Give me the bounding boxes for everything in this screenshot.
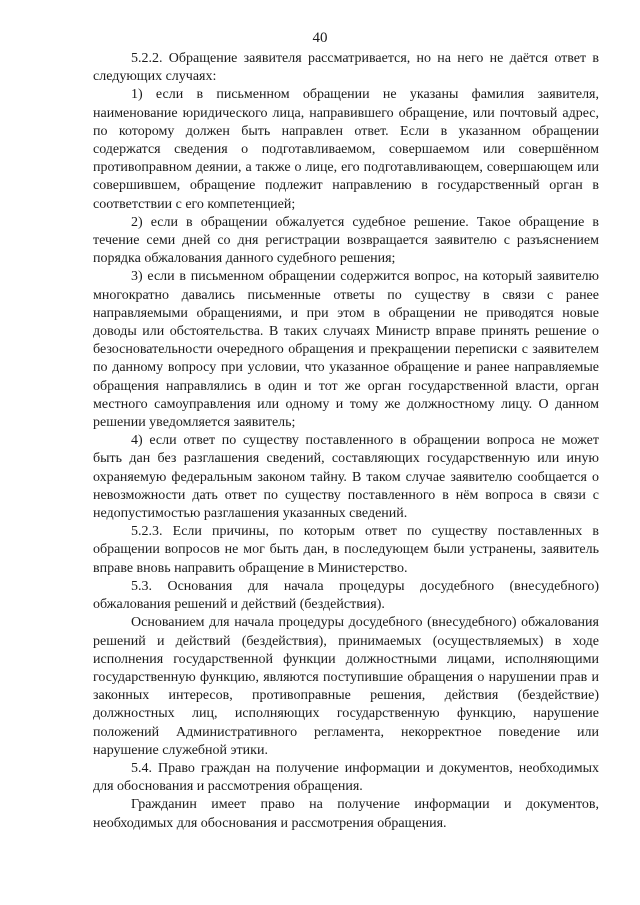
paragraph-5-2-2-item-1: 1) если в письменном обращении не указаны фамилия заявителя, наименование юридического лица, направившего обращение, или почтовый адрес, по которому должен быть направлен ответ. Если в указанном обращении содержатся сведения о подготавливаемом, совершаемом или совершённом противоправном деянии, а также о лице, его подготавливающем, совершающем или совершившем, обращение подлежит направлению в государственный орган в соответствии с его компетенцией; <box>93 87 599 212</box>
paragraph-5-2-2-item-4: 4) если ответ по существу поставленного в обращении вопроса не может быть дан без разглашения сведений, составляющих государственную или иную охраняемую федеральным законом тайну. В таком случае заявителю сообщается о невозможности дать ответ по существу поставленного в нём вопроса в связи с недопустимостью разглашения указанных сведений. <box>93 433 599 522</box>
paragraph-5-2-2-item-2: 2) если в обращении обжалуется судебное решение. Такое обращение в течение семи дней со дня регистрации возвращается заявителю с разъяснением порядка обжалования данного судебного решения; <box>93 214 599 267</box>
paragraph-5-3-heading: 5.3. Основания для начала процедуры досудебного (внесудебного) обжалования решений и действий (бездействия). <box>93 578 599 613</box>
paragraph-5-3-body: Основанием для начала процедуры досудебного (внесудебного) обжалования решений и действий (бездействия), принимаемых (осуществляемых) в ходе исполнения государственной функции должностными лицами, исполняющими государственную функцию, являются поступившие обращения о нарушении прав и законных интересов, противоправные решения, действия (бездействие) должностных лиц, исполняющих государственную функцию, нарушение положений Административного регламента, некорректное поведение или нарушение служебной этики. <box>93 615 599 758</box>
paragraph-5-2-3: 5.2.3. Если причины, по которым ответ по существу поставленных в обращении вопросов не мог быть дан, в последующем были устранены, заявитель вправе вновь направить обращение в Министерство. <box>93 524 599 576</box>
page-number: 40 <box>312 30 328 46</box>
document-body <box>93 50 599 833</box>
paragraph-5-2-2: 5.2.2. Обращение заявителя рассматривается, но на него не даётся ответ в следующих случаях: <box>93 51 599 85</box>
paragraph-5-4-body: Гражданин имеет право на получение информации и документов, необходимых для обоснования и рассмотрения обращения. <box>93 797 599 831</box>
paragraph-5-4-heading: 5.4. Право граждан на получение информации и документов, необходимых для обоснования и рассмотрения обращения. <box>93 760 599 795</box>
paragraph-5-2-2-item-3: 3) если в письменном обращении содержится вопрос, на который заявителю многократно давались письменные ответы по существу в связи с ранее направляемыми обращениями, и при этом в обращении не приводятся новые доводы или обстоятельства. В таких случаях Министр вправе принять решение о безосновательности очередного обращения и прекращении переписки с заявителем по данному вопросу при условии, что указанное обращение и ранее направляемые обращения направлялись в один и тот же орган государственной власти, орган местного самоуправления или одному и тому же должностному лицу. О данном решении уведомляется заявитель; <box>93 269 599 431</box>
